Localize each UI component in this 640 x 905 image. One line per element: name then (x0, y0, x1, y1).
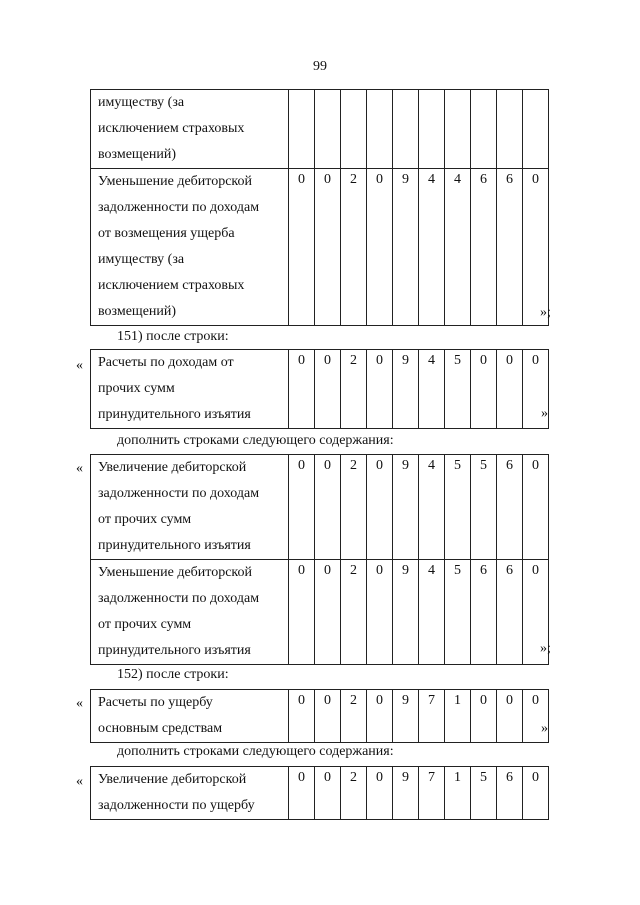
row-label-line: имуществу (за (98, 252, 185, 267)
code-digit (341, 90, 367, 169)
code-digit: 2 (341, 690, 367, 743)
row-label-line: исключением страховых (98, 121, 245, 136)
code-digit: 2 (341, 560, 367, 665)
code-digit: 6 (497, 169, 523, 326)
row-label (91, 169, 289, 326)
table-row (91, 690, 549, 743)
code-digit: 0 (289, 169, 315, 326)
code-digit: 0 (289, 350, 315, 429)
code-digit: 6 (471, 560, 497, 665)
table-row (91, 169, 549, 326)
code-table (90, 766, 549, 820)
code-digit: 0 (367, 690, 393, 743)
row-label (91, 350, 289, 429)
code-digit: 0 (523, 169, 549, 326)
row-label-line: возмещений) (98, 147, 177, 162)
section-heading: 152) после строки: (117, 667, 229, 682)
section-heading: 151) после строки: (117, 329, 229, 344)
code-digit: 9 (393, 690, 419, 743)
code-digit: 0 (289, 560, 315, 665)
code-digit (367, 90, 393, 169)
table-row (91, 455, 549, 560)
code-digit: 5 (445, 560, 471, 665)
code-digit: 6 (471, 169, 497, 326)
code-digit: 1 (445, 767, 471, 820)
code-digit: 0 (523, 455, 549, 560)
code-digit: 9 (393, 350, 419, 429)
code-digit: 0 (315, 690, 341, 743)
code-digit: 0 (315, 767, 341, 820)
code-digit (393, 90, 419, 169)
row-label-line: Уменьшение дебиторской (98, 174, 253, 189)
row-label-line: исключением страховых (98, 278, 245, 293)
row-label-line: принудительного изъятия (98, 538, 251, 553)
code-digit: 0 (289, 690, 315, 743)
row-label-line: от прочих сумм (98, 617, 192, 632)
row-label (91, 767, 289, 820)
code-digit: 0 (523, 690, 549, 743)
code-table (90, 89, 549, 326)
row-label (91, 560, 289, 665)
code-digit: 5 (471, 455, 497, 560)
row-label-line: задолженности по доходам (98, 200, 260, 215)
code-digit: 9 (393, 455, 419, 560)
code-table (90, 689, 549, 743)
code-digit: 2 (341, 767, 367, 820)
row-label-line: Расчеты по доходам от (98, 355, 234, 370)
code-digit: 5 (471, 767, 497, 820)
row-label-line: принудительного изъятия (98, 407, 251, 422)
code-digit: 0 (315, 350, 341, 429)
close-quote: » (541, 406, 548, 421)
code-digit: 6 (497, 455, 523, 560)
code-digit (445, 90, 471, 169)
open-quote: « (76, 461, 83, 476)
row-label-line: возмещений) (98, 304, 177, 319)
code-digit (315, 90, 341, 169)
code-digit: 9 (393, 560, 419, 665)
code-digit: 0 (523, 350, 549, 429)
table-row (91, 350, 549, 429)
code-digit: 0 (315, 455, 341, 560)
code-digit: 7 (419, 767, 445, 820)
code-table (90, 349, 549, 429)
open-quote: « (76, 358, 83, 373)
code-digit: 9 (393, 767, 419, 820)
row-label-line: Увеличение дебиторской (98, 772, 247, 787)
code-digit: 4 (419, 169, 445, 326)
code-digit: 2 (341, 350, 367, 429)
code-digit: 2 (341, 455, 367, 560)
section-heading: дополнить строками следующего содержания: (117, 433, 394, 448)
code-digit (419, 90, 445, 169)
row-label-line: от прочих сумм (98, 512, 192, 527)
code-digit: 0 (315, 169, 341, 326)
code-digit: 5 (445, 350, 471, 429)
row-label (91, 455, 289, 560)
code-digit: 6 (497, 560, 523, 665)
code-digit: 4 (419, 455, 445, 560)
row-label-line: имуществу (за (98, 95, 185, 110)
code-digit: 0 (315, 560, 341, 665)
code-digit: 0 (367, 169, 393, 326)
code-digit (471, 90, 497, 169)
code-table (90, 454, 549, 665)
code-digit (497, 90, 523, 169)
code-digit (289, 90, 315, 169)
open-quote: « (76, 696, 83, 711)
code-digit: 0 (367, 560, 393, 665)
row-label (91, 690, 289, 743)
code-digit (523, 90, 549, 169)
table-row (91, 90, 549, 169)
row-label-line: задолженности по доходам (98, 591, 260, 606)
open-quote: « (76, 774, 83, 789)
code-digit: 0 (367, 350, 393, 429)
code-digit: 2 (341, 169, 367, 326)
code-digit: 0 (289, 767, 315, 820)
code-digit: 0 (497, 690, 523, 743)
code-digit: 0 (367, 455, 393, 560)
code-digit: 9 (393, 169, 419, 326)
code-digit: 0 (289, 455, 315, 560)
page-number: 99 (313, 59, 327, 74)
code-digit: 0 (523, 560, 549, 665)
code-digit: 0 (471, 690, 497, 743)
close-quote: »; (540, 641, 551, 656)
code-digit: 4 (419, 560, 445, 665)
row-label-line: Увеличение дебиторской (98, 460, 247, 475)
row-label-line: Расчеты по ущербу (98, 695, 213, 710)
row-label-line: принудительного изъятия (98, 643, 251, 658)
code-digit: 1 (445, 690, 471, 743)
code-digit: 0 (497, 350, 523, 429)
row-label-line: Уменьшение дебиторской (98, 565, 253, 580)
close-quote: » (541, 721, 548, 736)
code-digit: 7 (419, 690, 445, 743)
row-label-line: задолженности по доходам (98, 486, 260, 501)
row-label (91, 90, 289, 169)
close-quote: »; (540, 305, 551, 320)
row-label-line: прочих сумм (98, 381, 175, 396)
code-digit: 5 (445, 455, 471, 560)
code-digit: 4 (445, 169, 471, 326)
code-digit: 0 (471, 350, 497, 429)
code-digit: 4 (419, 350, 445, 429)
row-label-line: задолженности по ущербу (98, 798, 255, 813)
table-row (91, 560, 549, 665)
table-row (91, 767, 549, 820)
row-label-line: от возмещения ущерба (98, 226, 235, 241)
section-heading: дополнить строками следующего содержания: (117, 744, 394, 759)
code-digit: 0 (367, 767, 393, 820)
code-digit: 6 (497, 767, 523, 820)
code-digit: 0 (523, 767, 549, 820)
row-label-line: основным средствам (98, 721, 223, 736)
